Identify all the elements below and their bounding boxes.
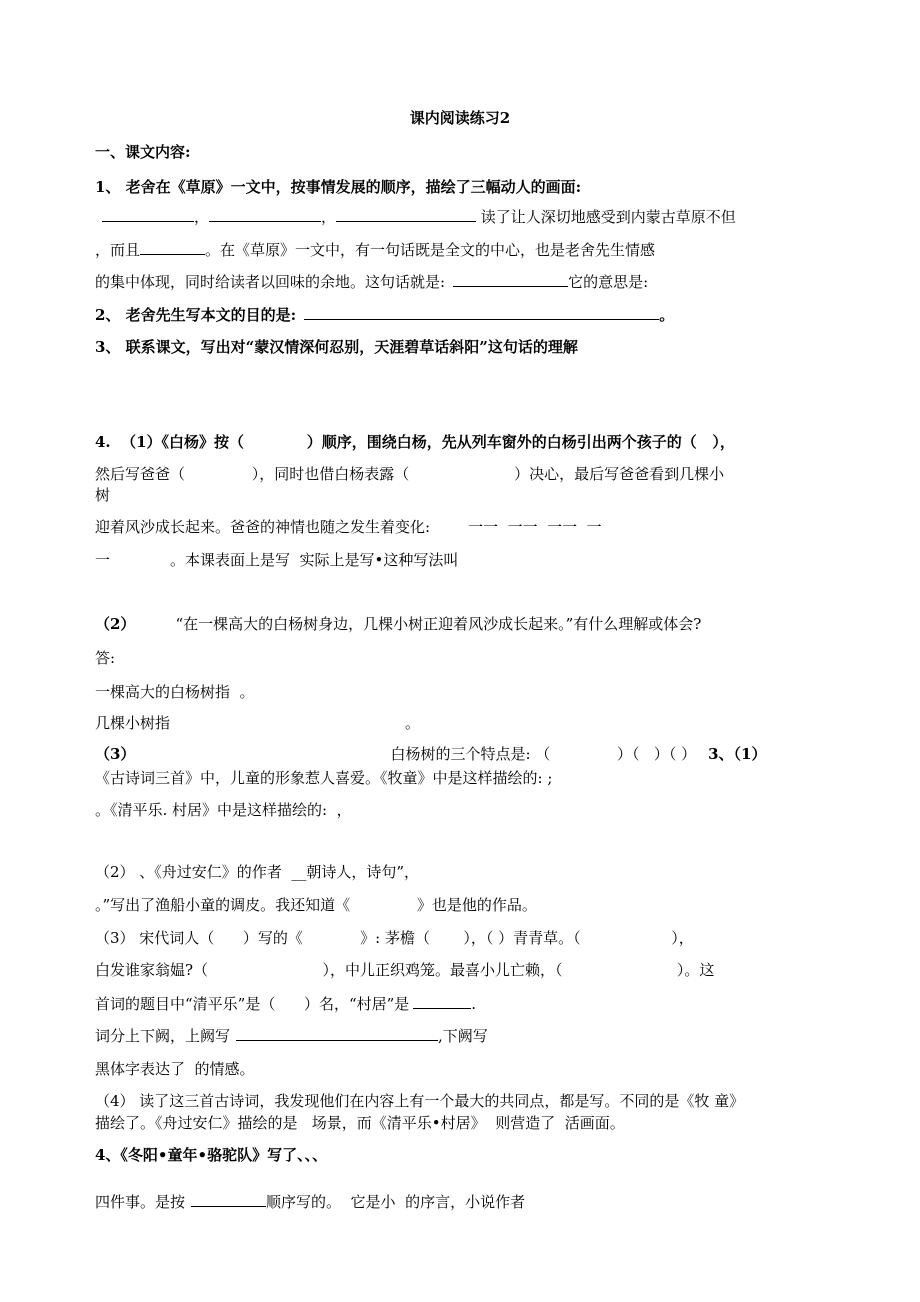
answer-blank[interactable] (102, 207, 194, 222)
poem-line1: 《古诗词三首》中，儿童的形象惹人喜爱。《牧童》中是这样描绘的: ; (95, 769, 553, 787)
answer-blank[interactable] (453, 272, 568, 287)
q4-sub3: （3） 白杨树的三个特点是: （ ）（ ）（ ） 3、（1） (95, 745, 767, 763)
q4b-line1: 4、《冬阳•童年•骆驼队》写了、、、 (95, 1146, 328, 1164)
q3b-line1: （2） 、《舟过安仁》的作者 __朝诗人，诗句”， (95, 863, 420, 881)
q1-line1: 1、 老舍在《草原》一文中，按事情发展的顺序，描绘了三幅动人的画面: (95, 178, 582, 196)
poem-line2: 。《清平乐. 村居》中是这样描绘的: ， (95, 801, 352, 819)
q3b-line2: 。”写出了渔船小童的调皮。我还知道《 》也是他的作品。 (95, 896, 537, 914)
answer-blank[interactable] (209, 207, 321, 222)
q4-line2b: 树 (95, 486, 111, 504)
answer-line1: 一棵高大的白杨树指 。 (95, 683, 255, 701)
answer-blank[interactable] (304, 305, 659, 320)
q4-line4: 一 。本课表面上是写 实际上是写•这种写法叫 (95, 551, 459, 569)
answer-blank[interactable] (140, 240, 205, 255)
q3-line: 3、 联系课文，写出对“蒙汉情深何忍别，天涯碧草话斜阳”这句话的理解 (95, 338, 578, 356)
page-title: 课内阅读练习2 (409, 109, 511, 127)
q4-line2: 然后写爸爸（ ），同时也借白杨表露（ ）决心，最后写爸爸看到几棵小 (95, 465, 725, 483)
q3b-line5: 首词的题目中“清平乐”是（ ）名，“村居”是 . (95, 995, 477, 1013)
q1-line3: ，而且 。在《草原》一文中，有一句话既是全文的中心，也是老舍先生情感 (95, 241, 656, 259)
answer-blank[interactable] (336, 207, 476, 222)
q4-line3: 迎着风沙成长起来。爸爸的神情也随之发生着变化: 一一 一一 一一 一 (95, 518, 602, 536)
answer-line2: 几棵小树指 。 (95, 714, 421, 732)
section-heading: 一、课文内容: (95, 143, 191, 161)
answer-blank[interactable] (191, 1192, 266, 1207)
q3b-line8: （4） 读了这三首古诗词，我发现他们在内容上有一个最大的共同点，都是写。不同的是《牧 童》 (95, 1092, 745, 1110)
q3b-line4: 白发谁家翁媪?（ ），中儿正织鸡笼。最喜小儿亡赖，（ ）。这 (95, 961, 715, 979)
q4b-line2: 四件事。是按 顺序写的。 它是小 的序言，小说作者 (95, 1193, 526, 1211)
q2-line: 2、 老舍先生写本文的目的是: 。 (95, 306, 675, 324)
q3b-line6: 词分上下阙，上阙写 ,下阙写 (95, 1027, 488, 1045)
answer-blank[interactable] (236, 1026, 438, 1041)
q4-sub2: （2） “在一棵高大的白杨树身边，几棵小树正迎着风沙成长起来。”有什么理解或体会? (95, 615, 702, 633)
answer-blank[interactable] (413, 994, 471, 1009)
answer-label: 答: (95, 649, 116, 667)
q3b-line7: 黑体字表达了 的情感。 (95, 1060, 255, 1078)
q1-line2: ， ， 读了让人深切地感受到内蒙古草原不但 (95, 207, 736, 227)
q3b-line9: 描绘了。《舟过安仁》描绘的是 场景，而《清平乐•村居》 则营造了 活画面。 (95, 1114, 625, 1132)
q4-line1: 4. （1）《白杨》按（ ）顺序，围绕白杨，先从列车窗外的白杨引出两个孩子的（ ）， (95, 433, 735, 451)
q3b-line3: （3） 宋代词人（ ）写的《 》: 茅檐（ ），（ ）青青草。（ ）， (95, 929, 694, 947)
q1-line4: 的集中体现，同时给读者以回味的余地。这句话就是: 它的意思是: (95, 273, 649, 291)
